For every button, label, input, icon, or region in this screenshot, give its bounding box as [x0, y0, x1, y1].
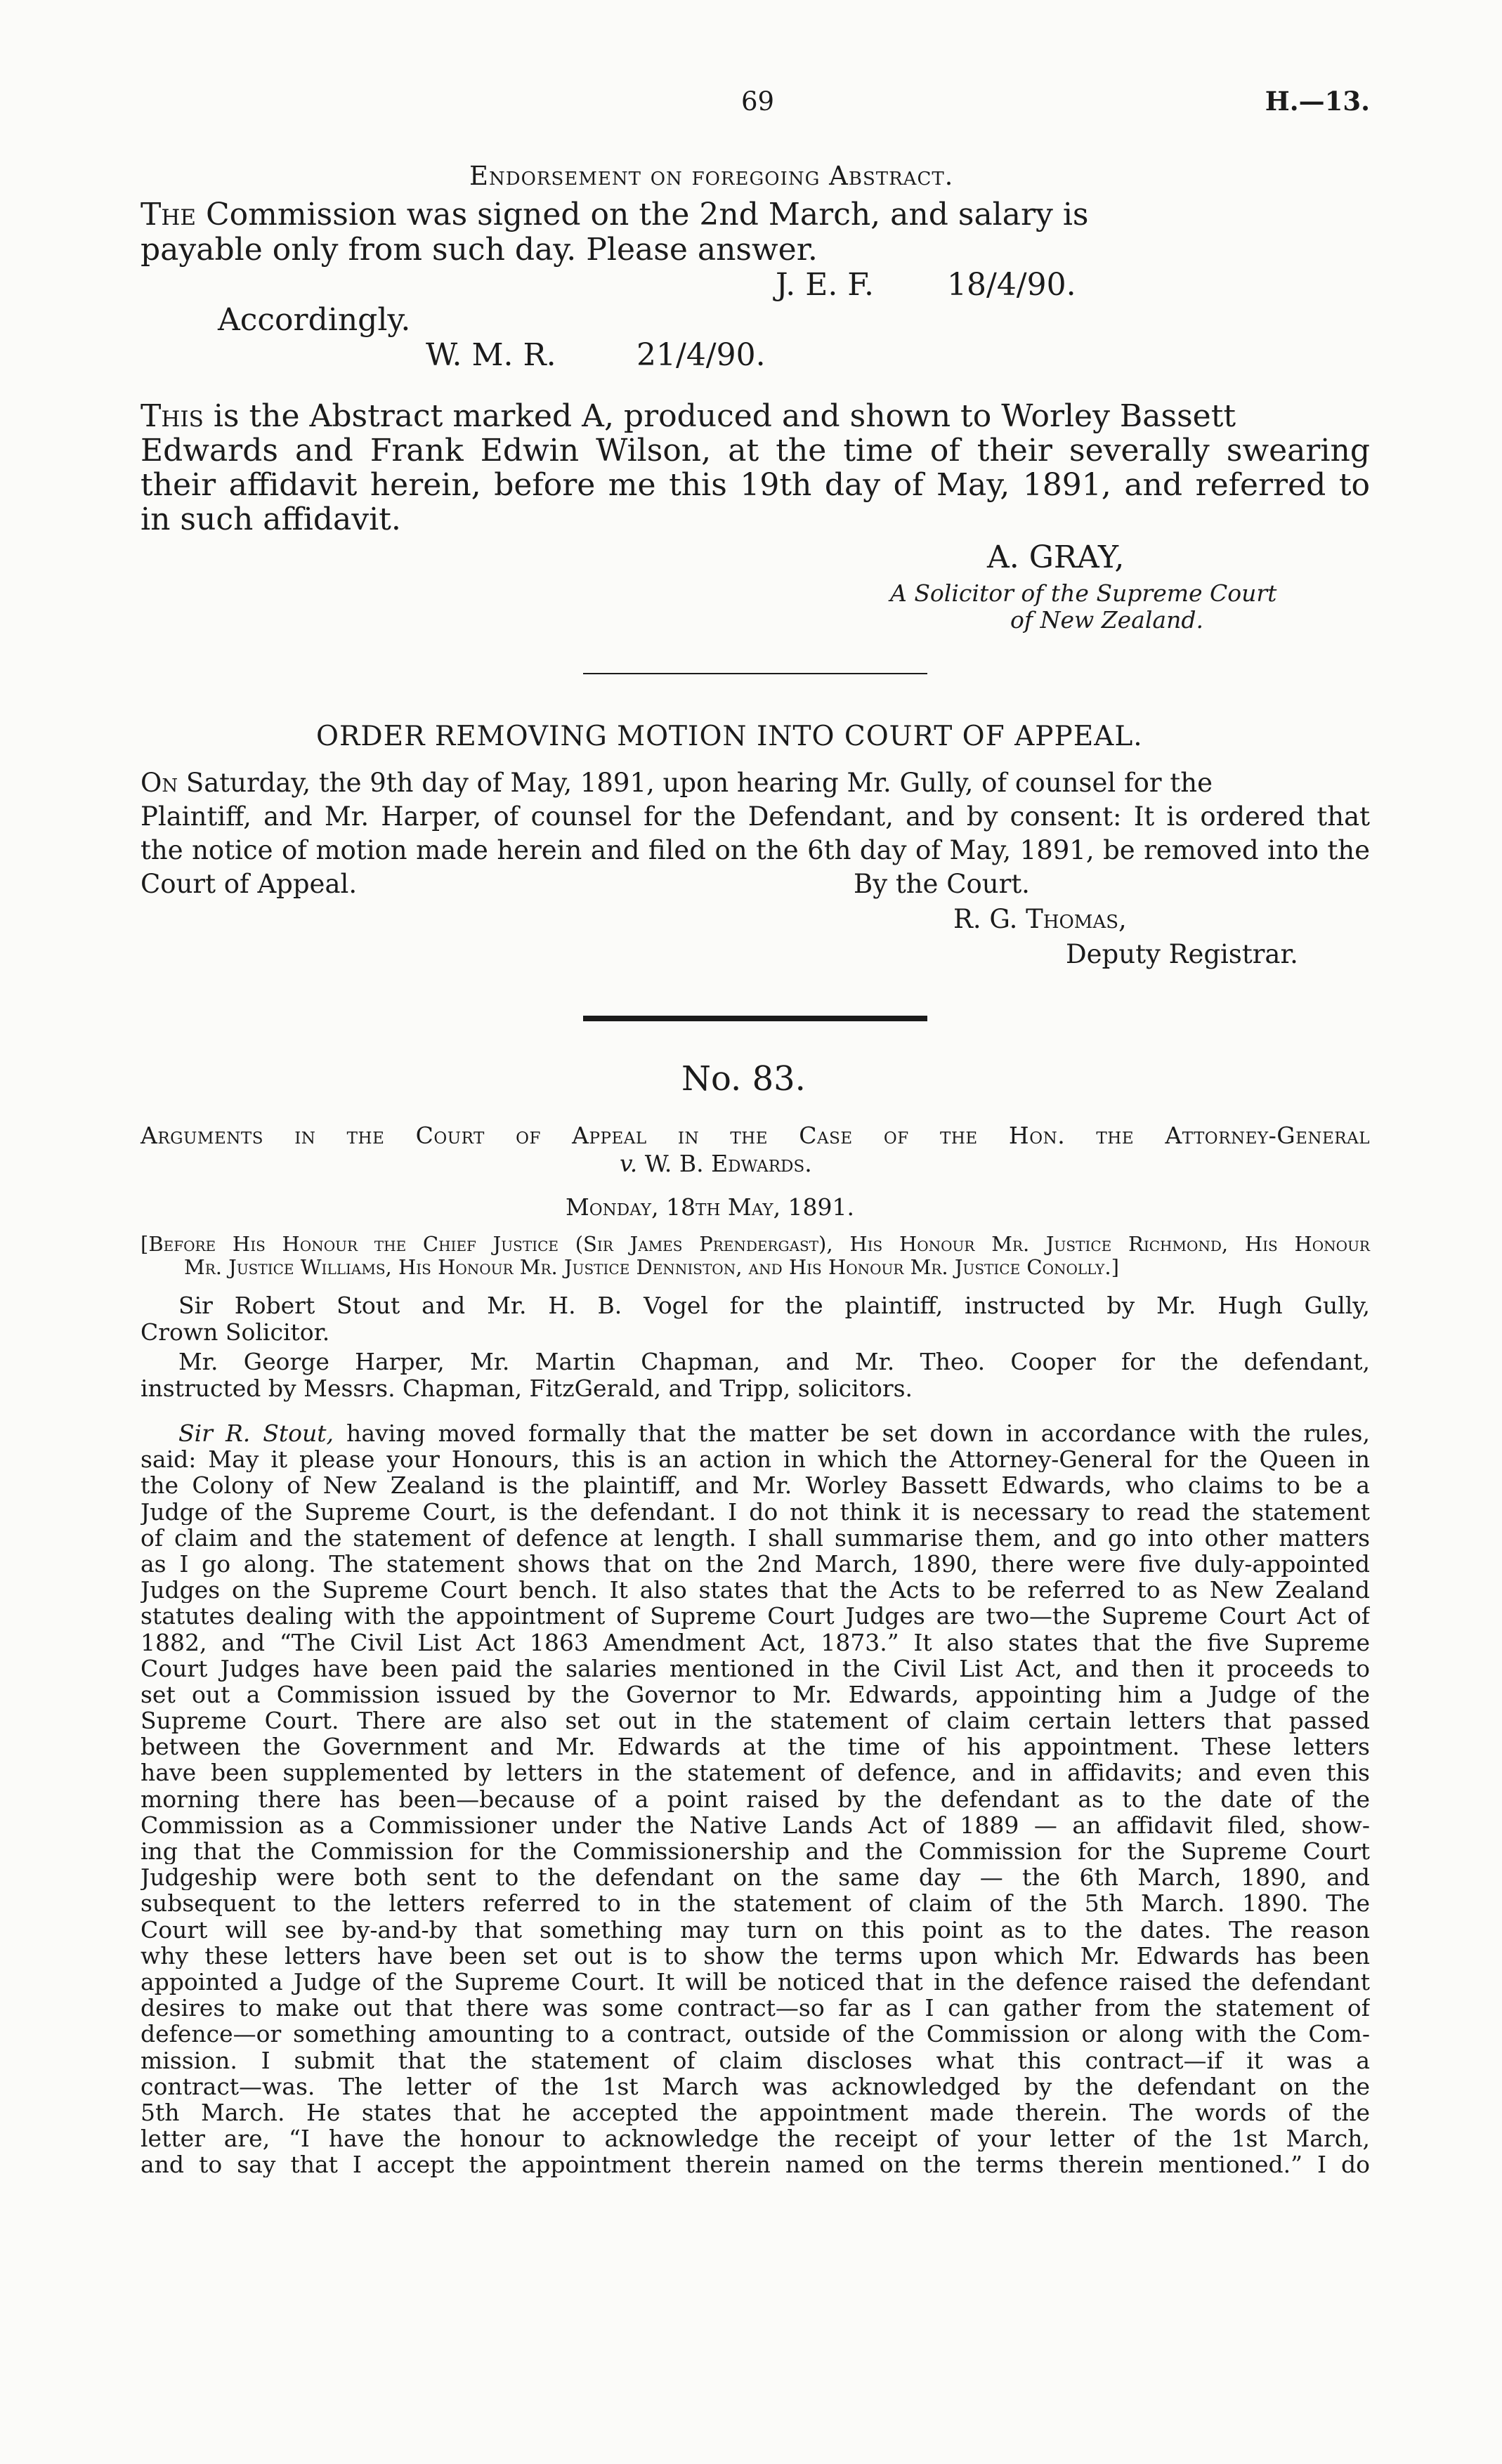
endorsement-sign1-date: 18/4/90.	[947, 267, 1076, 303]
abstract-line-3: their affidavit herein, before me this 19th day of May, 1891, and referred to	[141, 467, 1370, 503]
endorsement-sign2-initials: W. M. R.	[426, 337, 556, 373]
section-divider	[583, 673, 927, 674]
argument-line: statutes dealing with the appointment of Supreme Court Judges are two—the Supreme Court Act of	[141, 1603, 1370, 1630]
argument-line: Judge of the Supreme Court, is the defendant. I do not think it is necessary to read the statement	[141, 1498, 1370, 1525]
argument-line: between the Government and Mr. Edwards at the time of his appointment. These letters	[141, 1734, 1370, 1760]
counsel-defendant-line-2: instructed by Messrs. Chapman, FitzGerald, and Tripp, solicitors.	[141, 1375, 913, 1402]
endorsement-text-1: Commission was signed on the 2nd March, and salary is	[196, 197, 1089, 232]
order-heading: ORDER REMOVING MOTION INTO COURT OF APPEAL.	[316, 721, 1143, 752]
abstract-signer-title-1-text: A Solicitor of the Supreme Court	[890, 579, 1277, 607]
argument-line-text: having moved formally that the matter be set down in accordance with the rules,	[334, 1420, 1370, 1447]
abstract-line-4: in such affidavit.	[141, 502, 401, 537]
counsel-defendant-line-1: Mr. George Harper, Mr. Martin Chapman, and Mr. Theo. Cooper for the defendant,	[178, 1348, 1370, 1375]
argument-line: 5th March. He states that he accepted the appointment made therein. The words of the	[141, 2099, 1370, 2126]
order-signer: R. G. Thomas,	[953, 904, 1127, 934]
abstract-signer: A. GRAY,	[987, 539, 1125, 575]
argument-line: why these letters have been set out is to show the terms upon which Mr. Edwards has been	[141, 1942, 1370, 1969]
argument-line: said: May it please your Honours, this is an action in which the Attorney-General for the Queen in	[141, 1446, 1370, 1473]
argument-line: letter are, “I have the honour to acknowledge the receipt of your letter of the 1st March,	[141, 2125, 1370, 2152]
argument-line: Judges on the Supreme Court bench. It also states that the Acts to be referred to as New Zealand	[141, 1577, 1370, 1604]
argument-line: set out a Commission issued by the Governor to Mr. Edwards, appointing him a Judge of the	[141, 1681, 1370, 1708]
case-number: No. 83.	[681, 1059, 806, 1099]
case-date: Monday, 18th May, 1891.	[566, 1193, 855, 1221]
argument-line: defence—or something amounting to a contract, outside of the Commission or along with the Com-	[141, 2021, 1370, 2047]
order-line-4: Court of Appeal.	[141, 869, 358, 899]
abstract-signer-title-2-text: of New Zealand.	[1010, 606, 1203, 634]
endorsement-lead: The	[141, 197, 197, 232]
endorsement-sign2-date: 21/4/90.	[636, 337, 766, 373]
endorsement-accordingly: Accordingly.	[218, 302, 411, 338]
abstract-line-2: Edwards and Frank Edwin Wilson, at the time of their severally swearing	[141, 433, 1370, 468]
abstract-signer-title-2	[1010, 607, 1203, 633]
case-title-line-2	[620, 1151, 812, 1177]
abstract-signer-title-1	[890, 580, 1276, 606]
argument-line: appointed a Judge of the Supreme Court. It will be noticed that in the defence raised the defendant	[141, 1968, 1370, 1996]
order-lead: On	[141, 768, 178, 798]
case-defendant: W. B. Edwards.	[637, 1150, 812, 1177]
order-line-3: the notice of motion made herein and filed on the 6th day of May, 1891, be removed into the	[141, 835, 1370, 865]
argument-line: of claim and the statement of defence at length. I shall summarise them, and go into other matters	[141, 1524, 1370, 1551]
document-page	[141, 0, 1370, 2464]
argument-line: morning there has been—because of a point raised by the defendant as to the date of the	[141, 1785, 1370, 1812]
argument-line: contract—was. The letter of the 1st March was acknowledged by the defendant on the	[141, 2073, 1370, 2099]
argument-speaker: Sir R. Stout,	[178, 1420, 334, 1447]
endorsement-heading: Endorsement on foregoing Abstract.	[469, 161, 954, 191]
page-number: 69	[741, 86, 775, 117]
order-line-1	[141, 768, 1370, 797]
argument-line: Supreme Court. There are also set out in the statement of claim certain letters that passed	[141, 1708, 1370, 1734]
counsel-plaintiff-line-2: Crown Solicitor.	[141, 1318, 330, 1346]
endorsement-line-1	[141, 198, 1194, 232]
argument-body	[141, 1420, 1370, 2177]
order-line-2: Plaintiff, and Mr. Harper, of counsel for the Defendant, and by consent: It is ordered that	[141, 801, 1370, 832]
abstract-lead: This	[141, 398, 204, 434]
bench-line-2: Mr. Justice Williams, His Honour Mr. Justice Denniston, and His Honour Mr. Justice Conolly.]	[184, 1255, 1119, 1279]
argument-line: Commission as a Commissioner under the Native Lands Act of 1889 — an affidavit filed, show-	[141, 1811, 1370, 1838]
argument-line: have been supplemented by letters in the statement of defence, and in affidavits; and even this	[141, 1759, 1370, 1786]
endorsement-line-2: payable only from such day. Please answer.	[141, 232, 818, 268]
argument-line: Court Judges have been paid the salaries mentioned in the Civil List Act, and then it proceeds to	[141, 1655, 1370, 1682]
argument-line: ing that the Commission for the Commissionership and the Commission for the Supreme Court	[141, 1838, 1370, 1865]
case-title-line-1: Arguments in the Court of Appeal in the Case of the Hon. the Attorney-General	[141, 1122, 1370, 1149]
case-versus: v.	[620, 1150, 638, 1177]
argument-line: subsequent to the letters referred to in the statement of claim of the 5th March. 1890. The	[141, 1890, 1370, 1917]
endorsement-sign1-initials: J. E. F.	[776, 267, 874, 303]
abstract-line-1	[141, 400, 1370, 433]
argument-line: and to say that I accept the appointment therein named on the terms therein mentioned.” I do	[141, 2151, 1370, 2178]
order-by-court: By the Court.	[854, 869, 1030, 899]
order-text-1: Saturday, the 9th day of May, 1891, upon hearing Mr. Gully, of counsel for the	[178, 768, 1213, 798]
section-divider-thick	[583, 1016, 927, 1021]
counsel-plaintiff-line-1: Sir Robert Stout and Mr. H. B. Vogel for the plaintiff, instructed by Mr. Hugh Gully,	[178, 1292, 1370, 1319]
argument-line: Court will see by-and-by that something may turn on this point as to the dates. The reason	[141, 1916, 1370, 1943]
argument-line: desires to make out that there was some contract—so far as I can gather from the statement of	[141, 1995, 1370, 2021]
argument-line: mission. I submit that the statement of claim discloses what this contract—if it was a	[141, 2047, 1370, 2073]
argument-line: 1882, and “The Civil List Act 1863 Amendment Act, 1873.” It also states that the five Supreme	[141, 1629, 1370, 1656]
bench-line-1: [Before His Honour the Chief Justice (Sir James Prendergast), His Honour Mr. Justice Richmond, His Honour	[141, 1232, 1370, 1256]
argument-line: as I go along. The statement shows that on the 2nd March, 1890, there were five duly-appointed	[141, 1550, 1370, 1578]
document-reference: H.—13.	[1265, 86, 1370, 117]
argument-line: Judgeship were both sent to the defendant on the same day — the 6th March, 1890, and	[141, 1864, 1370, 1891]
argument-line	[141, 1420, 1370, 1446]
argument-line: the Colony of New Zealand is the plaintiff, and Mr. Worley Bassett Edwards, who claims to be a	[141, 1472, 1370, 1499]
abstract-text-1: is the Abstract marked A, produced and shown to Worley Bassett	[203, 398, 1236, 434]
order-signer-title: Deputy Registrar.	[1066, 939, 1298, 969]
